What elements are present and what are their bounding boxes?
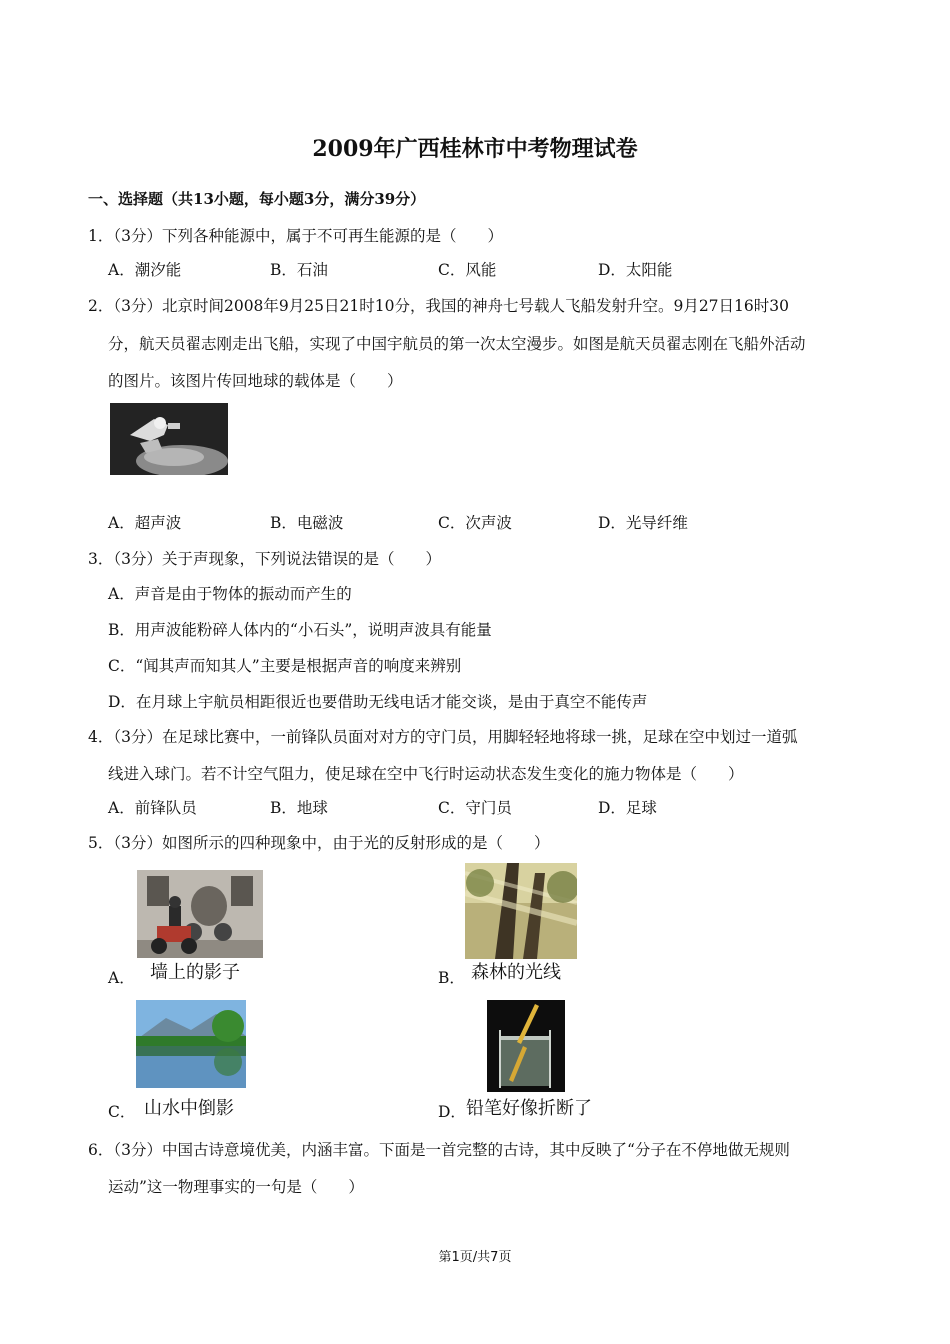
q5-letter-a: A．: [108, 969, 135, 987]
q5-letter-b: B．: [438, 969, 465, 987]
question-4-line2: 线进入球门。若不计空气阻力，使足球在空中飞行时运动状态发生变化的施力物体是（ ）: [108, 765, 744, 783]
page-title: 2009年广西桂林市中考物理试卷: [312, 136, 638, 162]
question-1-stem: 1．（3分）下列各种能源中，属于不可再生能源的是（ ）: [88, 227, 503, 245]
q1-option-a: A．潮汐能: [108, 261, 182, 279]
q2-option-a: A．超声波: [108, 514, 182, 532]
q4-option-d: D．足球: [598, 799, 657, 817]
q5-caption-b: 森林的光线: [471, 962, 561, 983]
q3-option-b: B．用声波能粉碎人体内的“小石头”，说明声波具有能量: [108, 621, 492, 639]
q4-option-c: C．守门员: [438, 799, 512, 817]
astronaut-photo: [110, 403, 228, 475]
q5-caption-d: 铅笔好像折断了: [466, 1098, 592, 1119]
q1-option-d: D．太阳能: [598, 261, 673, 279]
q4-option-b: B．地球: [270, 799, 328, 817]
q3-option-c: C．“闻其声而知其人”主要是根据声音的响度来辨别: [108, 657, 462, 675]
question-3-stem: 3．（3分）关于声现象，下列说法错误的是（ ）: [88, 550, 441, 568]
q1-option-c: C．风能: [438, 261, 497, 279]
q5-caption-c: 山水中倒影: [144, 1098, 234, 1119]
question-5-stem: 5．（3分）如图所示的四种现象中，由于光的反射形成的是（ ）: [88, 834, 550, 852]
mountain-reflection-photo: [136, 1000, 246, 1088]
q5-letter-d: D．: [438, 1103, 466, 1121]
q2-option-c: C．次声波: [438, 514, 512, 532]
question-2-line1: 2．（3分）北京时间2008年9月25日21时10分，我国的神舟七号载人飞船发射升空。9月27日16时30: [88, 297, 789, 315]
page-footer: 第1页/共7页: [438, 1250, 512, 1265]
q5-caption-a: 墙上的影子: [150, 962, 240, 983]
q1-option-b: B．石油: [270, 261, 328, 279]
q2-option-b: B．电磁波: [270, 514, 344, 532]
question-2-line2: 分，航天员翟志刚走出飞船，实现了中国宇航员的第一次太空漫步。如图是航天员翟志刚在飞船外活动: [108, 335, 806, 353]
q3-option-a: A．声音是由于物体的振动而产生的: [108, 585, 352, 603]
pencil-in-water-photo: [487, 1000, 565, 1092]
forest-light-photo: [465, 863, 577, 959]
question-6-line2: 运动”这一物理事实的一句是（ ）: [108, 1178, 364, 1196]
question-4-line1: 4．（3分）在足球比赛中，一前锋队员面对对方的守门员，用脚轻轻地将球一挑，足球在空中划过一道弧: [88, 728, 798, 746]
question-2-line3: 的图片。该图片传回地球的载体是（ ）: [108, 372, 403, 390]
q3-option-d: D．在月球上宇航员相距很近也要借助无线电话才能交谈，是由于真空不能传声: [108, 693, 648, 711]
q2-option-d: D．光导纤维: [598, 514, 688, 532]
shadow-on-wall-photo: [137, 870, 263, 958]
section-heading: 一、选择题（共13小题，每小题3分，满分39分）: [88, 190, 426, 208]
question-6-line1: 6．（3分）中国古诗意境优美，内涵丰富。下面是一首完整的古诗，其中反映了“分子在不停地做无规则: [88, 1141, 790, 1159]
q4-option-a: A．前锋队员: [108, 799, 197, 817]
q5-letter-c: C．: [108, 1103, 136, 1121]
